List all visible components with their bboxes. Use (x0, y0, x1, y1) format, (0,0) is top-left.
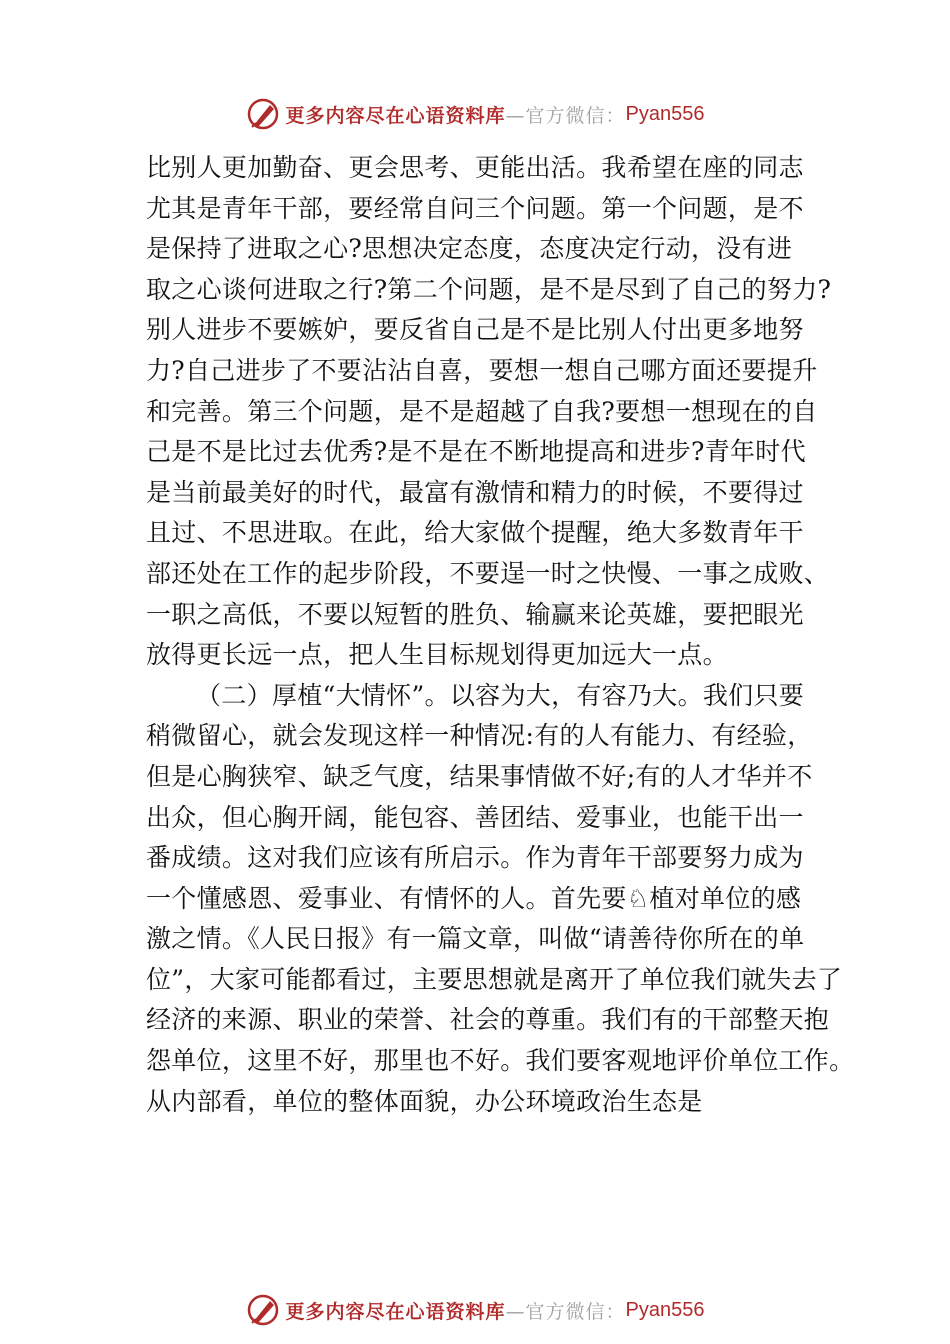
text-line: 从内部看，单位的整体面貌，办公环境政治生态是 (146, 1086, 703, 1116)
pen-logo-icon (246, 1293, 280, 1327)
text-line: 部还处在工作的起步阶段，不要逞一时之快慢、一事之成败、 (146, 558, 830, 588)
header-banner-wechat: —官方微信： (505, 104, 626, 127)
text-line: 放得更长远一点，把人生目标规划得更加远大一点。 (146, 640, 728, 670)
text-line: 尤其是青年干部，要经常自问三个问题。第一个问题，是不 (146, 193, 804, 223)
footer-banner (0, 1290, 950, 1330)
text-line: 己是不是比过去优秀?是不是在不断地提高和进步?青年时代 (146, 437, 806, 467)
footer-banner-text: 更多内容尽在心语资料库 (285, 1300, 506, 1323)
text-line: 一职之高低，不要以短暂的胜负、输赢来论英雄，要把眼光 (146, 599, 804, 629)
text-line: 经济的来源、职业的荣誉、社会的尊重。我们有的干部整天抱 (146, 1005, 830, 1035)
text-line: 怨单位，这里不好，那里也不好。我们要客观地评价单位工作。 (146, 1046, 855, 1076)
text-line: 出众，但心胸开阔，能包容、善团结、爱事业，也能干出一 (146, 802, 804, 832)
text-line: 是保持了进取之心?思想决定态度，态度决定行动，没有进 (146, 234, 793, 264)
text-line: 位”，大家可能都看过，主要思想就是离开了单位我们就失去了 (146, 964, 843, 994)
text-line: 力?自己进步了不要沾沾自喜，要想一想自己哪方面还要提升 (146, 355, 818, 385)
text-line: 比别人更加勤奋、更会思考、更能出活。我希望在座的同志 (146, 153, 804, 182)
text-line: 且过、不思进取。在此，给大家做个提醒，绝大多数青年干 (146, 518, 804, 548)
text-line: 和完善。第三个问题，是不是超越了自我?要想一想现在的自 (146, 396, 818, 426)
text-line: 一个懂感恩、爱事业、有情怀的人。首先要♘植对单位的感 (146, 883, 802, 913)
text-line: 取之心谈何进取之行?第二个问题，是不是尽到了自己的努力? (146, 274, 832, 304)
text-line: 番成绩。这对我们应该有所启示。作为青年干部要努力成为 (146, 843, 804, 873)
text-line: 但是心胸狭窄、缺乏气度，结果事情做不好;有的人才华并不 (146, 761, 813, 791)
header-banner-id: Pyan556 (625, 102, 705, 125)
header-banner-text: 更多内容尽在心语资料库 (285, 104, 506, 127)
document-body (146, 148, 855, 1122)
text-line: 是当前最美好的时代，最富有激情和精力的时候，不要得过 (146, 477, 804, 507)
text-line: 别人进步不要嫉妒，要反省自己是不是比别人付出更多地努 (146, 315, 804, 345)
pen-logo-icon (246, 97, 280, 131)
text-line: 稍微留心，就会发现这样一种情况:有的人有能力、有经验， (146, 721, 813, 751)
text-line: 激之情。《人民日报》有一篇文章，叫做“请善待你所在的单 (146, 924, 805, 954)
footer-banner-wechat: —官方微信： (505, 1300, 626, 1323)
header-banner (0, 94, 950, 134)
footer-banner-id: Pyan556 (625, 1298, 705, 1321)
section-heading-line: （二）厚植“大情怀”。以容为大，有容乃大。我们只要 (196, 680, 805, 710)
